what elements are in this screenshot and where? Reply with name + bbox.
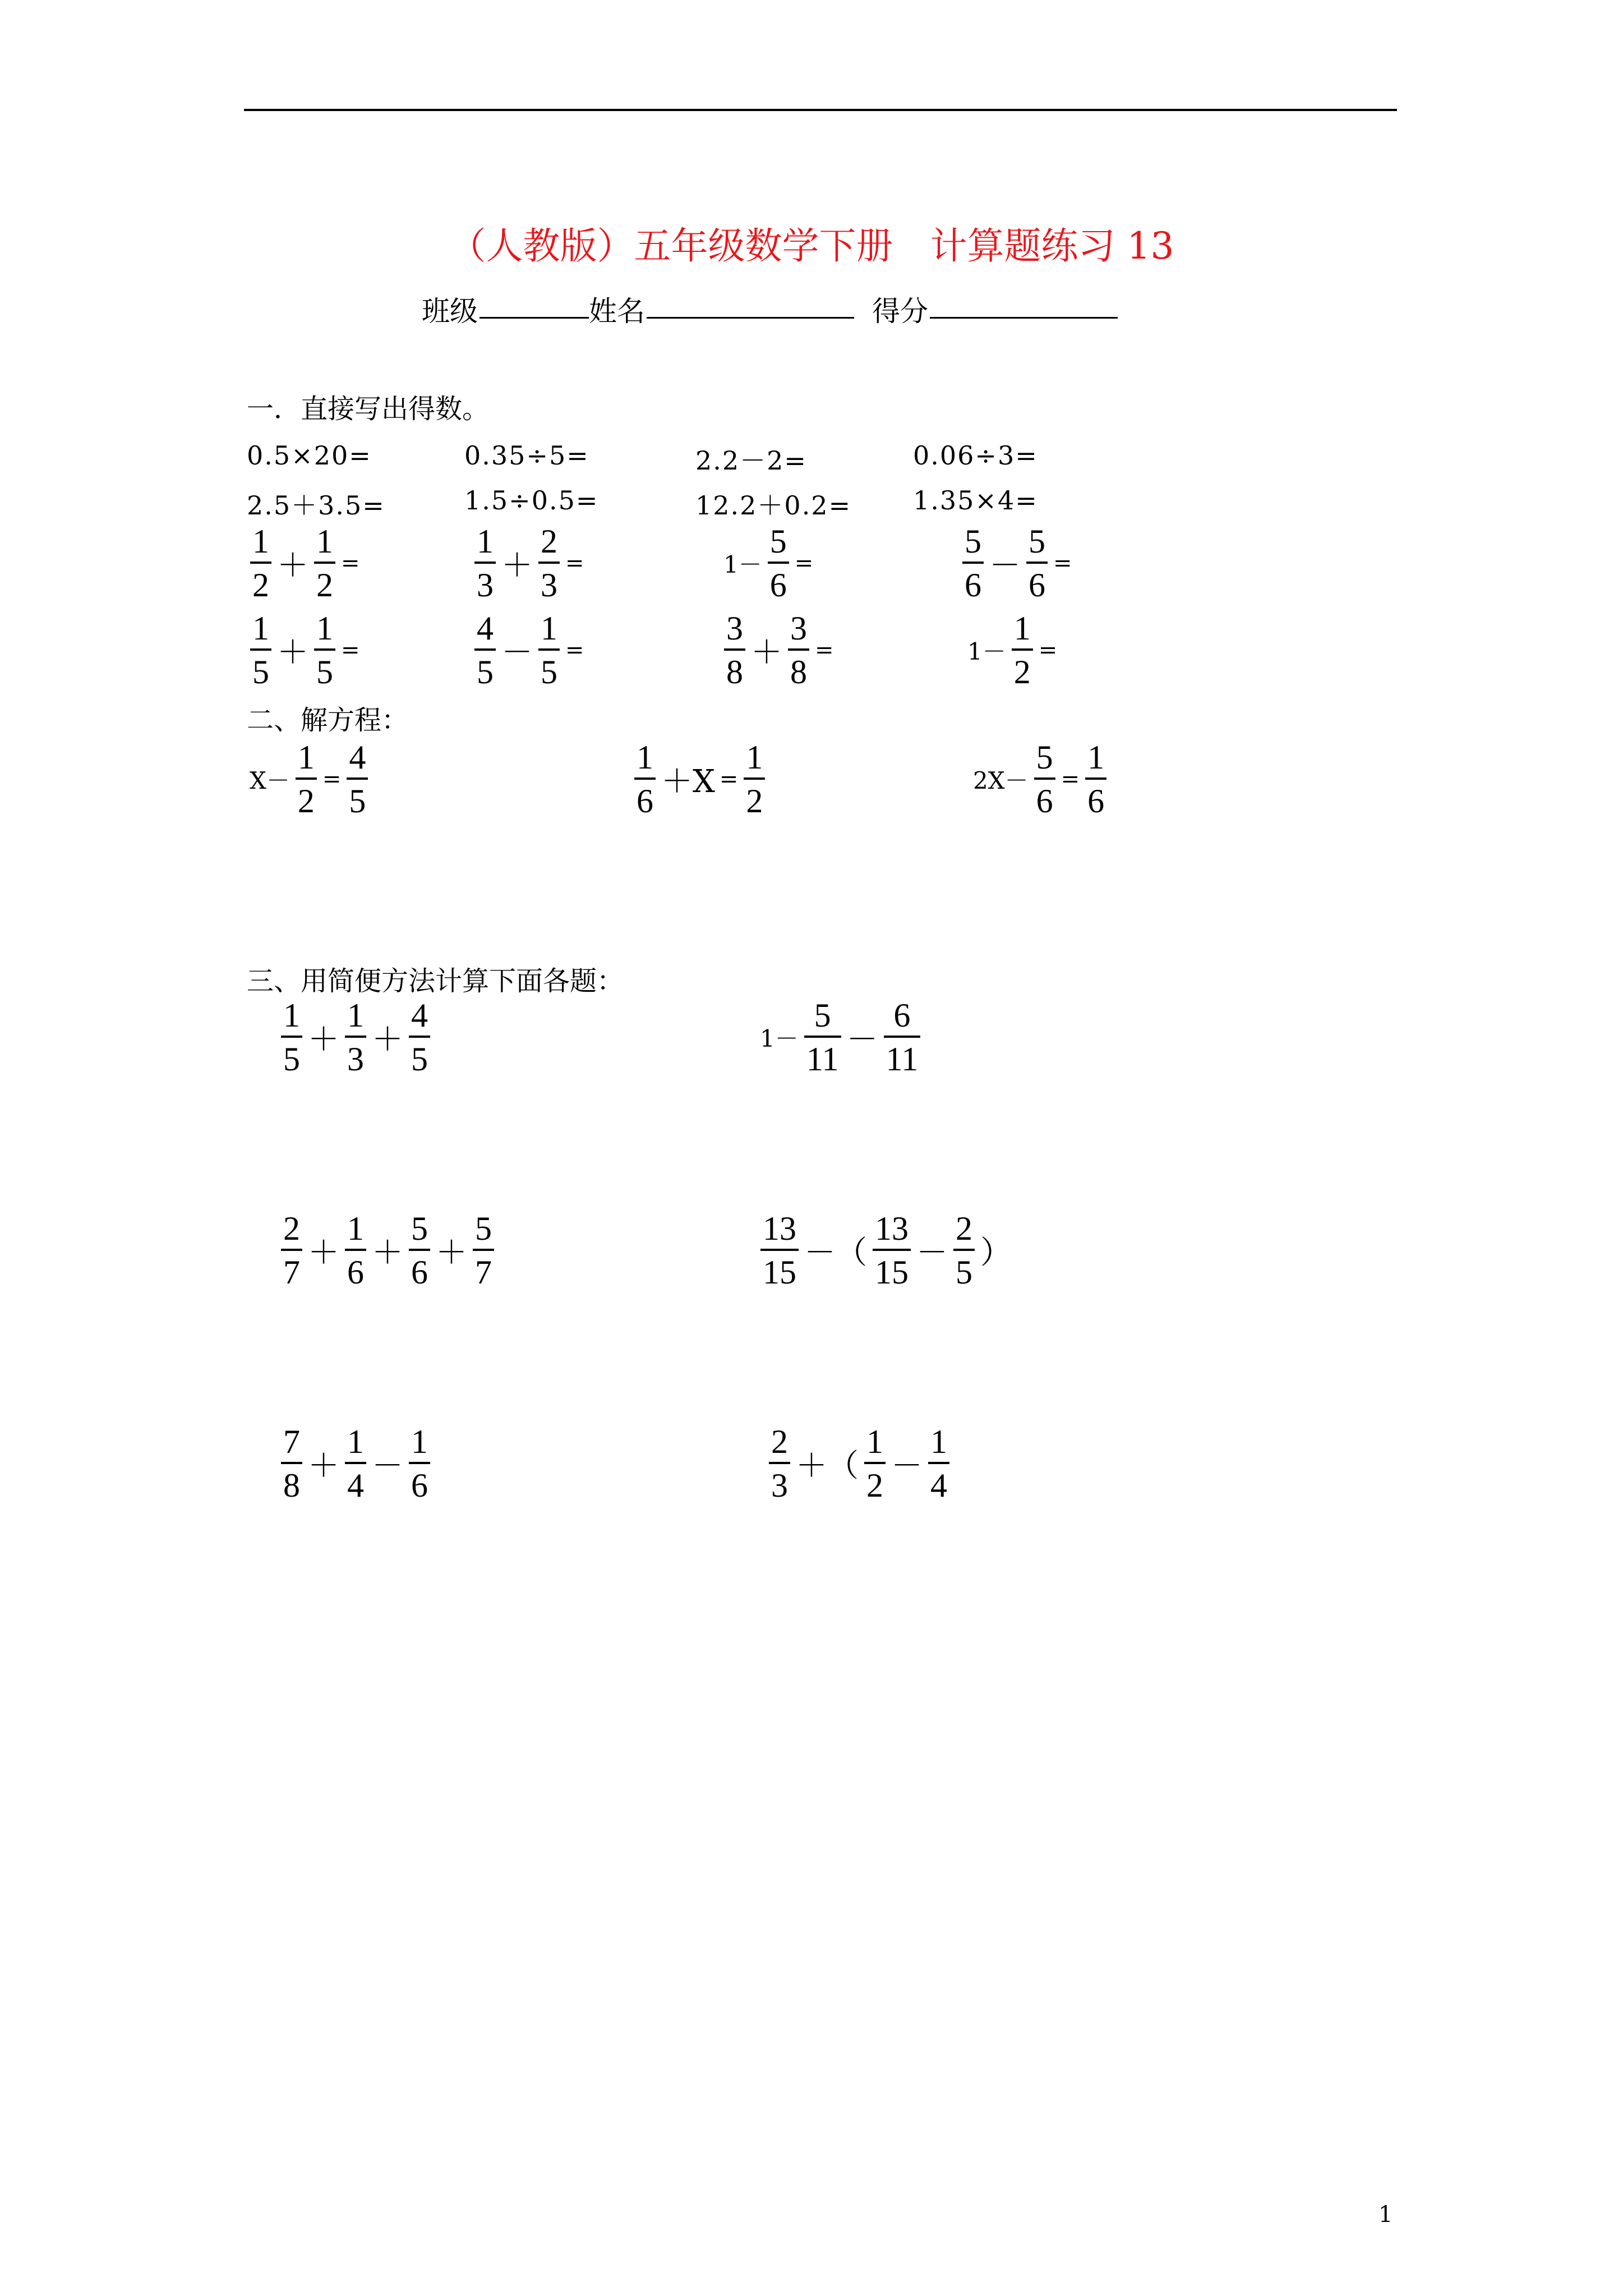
decimal-problem: 2.5＋3.5= bbox=[247, 490, 385, 521]
decimal-problem: 1.5÷0.5= bbox=[464, 485, 599, 516]
fraction: $\frac{7}{8}$ bbox=[281, 1425, 302, 1502]
simple-calc-problem: $\frac{2}{3}$ ＋（ $\frac{1}{2}$ － $\frac{1}{4}$ bbox=[766, 1425, 953, 1502]
fraction: $\frac{4}{5}$ bbox=[347, 740, 368, 818]
class-blank[interactable] bbox=[479, 289, 589, 319]
page-number: 1 bbox=[1378, 2202, 1393, 2228]
fraction-problem: $\frac{1}{5}$ ＋ $\frac{1}{5}$ = bbox=[247, 611, 362, 689]
fraction: $\frac{5}{6}$ bbox=[962, 524, 984, 602]
fraction: $\frac{1}{2}$ bbox=[296, 740, 317, 818]
simple-calc-problem: $\frac{1}{5}$ ＋ $\frac{1}{3}$ ＋ $\frac{4}{5}$ bbox=[278, 999, 434, 1076]
fraction-problem: 1－ $\frac{1}{2}$ = bbox=[967, 610, 1058, 691]
fraction: $\frac{1}{2}$ bbox=[250, 524, 271, 602]
fraction-problem: $\frac{3}{8}$ ＋ $\frac{3}{8}$ = bbox=[721, 611, 836, 689]
decimal-problem: 2.2－2= bbox=[695, 445, 807, 476]
fraction: $\frac{5}{6}$ bbox=[768, 524, 789, 602]
fraction: $\frac{1}{3}$ bbox=[345, 999, 366, 1076]
score-label: 得分 bbox=[872, 295, 928, 328]
score-blank[interactable] bbox=[930, 289, 1118, 319]
decimal-problem: 12.2＋0.2= bbox=[695, 490, 852, 521]
fraction: $\frac{1}{2}$ bbox=[314, 524, 335, 602]
fraction-problem: $\frac{5}{6}$ － $\frac{5}{6}$ = bbox=[959, 524, 1075, 602]
fraction: $\frac{1}{5}$ bbox=[538, 611, 560, 689]
fraction: $\frac{1}{6}$ bbox=[345, 1212, 366, 1289]
fraction: $\frac{1}{2}$ bbox=[1012, 611, 1033, 689]
class-label: 班级 bbox=[422, 295, 478, 328]
fraction: $\frac{2}{3}$ bbox=[538, 524, 560, 602]
fraction: $\frac{1}{5}$ bbox=[250, 611, 271, 689]
name-blank[interactable] bbox=[647, 289, 854, 319]
name-label: 姓名 bbox=[589, 295, 645, 328]
fraction: $\frac{3}{8}$ bbox=[788, 611, 809, 689]
equation-problem: $\frac{1}{6}$ ＋X = $\frac{1}{2}$ bbox=[631, 740, 768, 818]
fraction: $\frac{1}{4}$ bbox=[345, 1425, 366, 1502]
fraction: $\frac{5}{11}$ bbox=[804, 999, 841, 1076]
top-rule bbox=[244, 109, 1397, 111]
fraction: $\frac{4}{5}$ bbox=[474, 611, 496, 689]
fraction: $\frac{1}{5}$ bbox=[314, 611, 335, 689]
section-heading-3: 三、用简便方法计算下面各题： bbox=[247, 965, 624, 997]
fraction: $\frac{1}{2}$ bbox=[744, 740, 765, 818]
fraction: $\frac{4}{5}$ bbox=[409, 999, 430, 1076]
section-heading-1: 一．直接写出得数。 bbox=[247, 393, 490, 425]
fraction: $\frac{6}{11}$ bbox=[884, 999, 921, 1076]
decimal-problem: 0.5×20= bbox=[247, 440, 372, 471]
simple-calc-problem: $\frac{2}{7}$ ＋ $\frac{1}{6}$ ＋ $\frac{5}{6}$ ＋ $\frac{5}{7}$ bbox=[278, 1212, 497, 1289]
fraction: $\frac{1}{4}$ bbox=[928, 1425, 949, 1502]
fraction: $\frac{2}{5}$ bbox=[953, 1212, 975, 1289]
page-title: （人教版）五年级数学下册 计算题练习 13 bbox=[449, 224, 1174, 268]
decimal-problem: 0.06÷3= bbox=[913, 440, 1038, 471]
equation-problem: X－ $\frac{1}{2}$ = $\frac{4}{5}$ bbox=[250, 740, 371, 818]
fraction: $\frac{5}{6}$ bbox=[409, 1212, 430, 1289]
fraction: $\frac{13}{15}$ bbox=[873, 1212, 911, 1289]
fraction: $\frac{2}{3}$ bbox=[769, 1425, 790, 1502]
simple-calc-problem: 1－ $\frac{5}{11}$ － $\frac{6}{11}$ bbox=[760, 999, 924, 1076]
fraction-problem: 1－ $\frac{5}{6}$ = bbox=[723, 523, 814, 604]
fraction: $\frac{5}{6}$ bbox=[1034, 740, 1055, 818]
simple-calc-problem: $\frac{13}{15}$ －（ $\frac{13}{15}$ － $\frac{2}{5}$ ） bbox=[757, 1212, 1014, 1289]
fraction-problem: $\frac{4}{5}$ － $\frac{1}{5}$ = bbox=[471, 611, 587, 689]
fraction: $\frac{5}{7}$ bbox=[473, 1212, 494, 1289]
fraction: $\frac{1}{5}$ bbox=[281, 999, 302, 1076]
fraction: $\frac{1}{2}$ bbox=[864, 1425, 886, 1502]
fraction-problem: $\frac{1}{2}$ ＋ $\frac{1}{2}$ = bbox=[247, 524, 362, 602]
section-heading-2: 二、解方程： bbox=[247, 705, 409, 736]
decimal-problem: 1.35×4= bbox=[913, 485, 1038, 516]
equation-problem: 2X－ $\frac{5}{6}$ = $\frac{1}{6}$ bbox=[973, 740, 1110, 818]
fraction: $\frac{1}{6}$ bbox=[1085, 740, 1106, 818]
fraction: $\frac{1}{6}$ bbox=[634, 740, 656, 818]
fraction: $\frac{3}{8}$ bbox=[724, 611, 745, 689]
fraction-problem: $\frac{1}{3}$ ＋ $\frac{2}{3}$ = bbox=[471, 524, 587, 602]
fraction: $\frac{1}{6}$ bbox=[409, 1425, 430, 1502]
fraction: $\frac{13}{15}$ bbox=[760, 1212, 799, 1289]
simple-calc-problem: $\frac{7}{8}$ ＋ $\frac{1}{4}$ － $\frac{1}{6}$ bbox=[278, 1425, 434, 1502]
fraction: $\frac{5}{6}$ bbox=[1026, 524, 1048, 602]
decimal-problem: 0.35÷5= bbox=[464, 440, 589, 471]
fraction: $\frac{2}{7}$ bbox=[281, 1212, 302, 1289]
fraction: $\frac{1}{3}$ bbox=[474, 524, 496, 602]
